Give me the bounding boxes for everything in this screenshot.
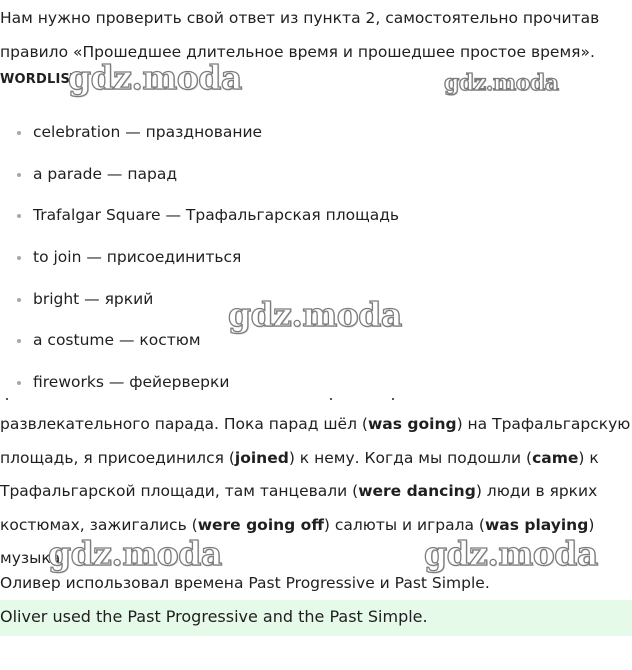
list-item: a costume — костюм — [0, 320, 399, 362]
wordlist — [0, 112, 399, 404]
wordlist-label: WORDLIST — [0, 72, 80, 87]
answer-box — [0, 600, 632, 636]
story-text: ) на Трафальгарскую площадь, я присоединился ( — [0, 415, 631, 467]
intro-paragraph — [0, 1, 632, 69]
list-item: celebration — празднование — [0, 112, 399, 154]
list-item: fireworks — фейерверки — [0, 362, 399, 404]
watermark-logo: gdz.moda — [424, 534, 598, 573]
watermark-logo: gdz.moda — [48, 534, 222, 573]
cropped-text-fragment — [0, 396, 632, 402]
verb-was-playing: was playing — [484, 515, 589, 534]
watermark-logo: gdz.moda — [444, 70, 559, 96]
story-text: развлекательного парада. Пока парад шёл ( — [0, 415, 368, 433]
verb-joined: joined — [234, 448, 289, 467]
story-text: ) к Трафальгарской площади, там танцевали ( — [0, 448, 599, 501]
verb-were-going-off: were going off — [197, 515, 324, 534]
watermark-logo: gdz.moda — [68, 58, 242, 97]
list-item: a parade — парад — [0, 154, 399, 196]
intro-line-2: правило «Прошедшее длительное время и прошедшее простое время». — [0, 43, 595, 61]
list-item: to join — присоединиться — [0, 237, 399, 279]
verb-was-going: was going — [367, 415, 457, 433]
story-text: ) к нему. Когда мы подошли ( — [288, 448, 533, 467]
answer-text: Oliver used the Past Progressive and the Past Simple. — [0, 607, 428, 626]
intro-line-1: Нам нужно проверить свой ответ из пункта 2, самостоятельно прочитав — [0, 9, 600, 27]
story-text: ) салюты и играла ( — [323, 515, 485, 534]
verb-came: came — [532, 448, 579, 467]
watermark-logo: gdz.moda — [228, 295, 402, 334]
story-text: ) люди в ярких костюмах, зажигались ( — [0, 482, 598, 534]
story-paragraph — [0, 408, 632, 576]
list-item: Trafalgar Square — Трафальгарская площадь — [0, 195, 399, 237]
tense-note: Оливер использовал времена Past Progressive и Past Simple. — [0, 574, 490, 592]
story-text: ) музыка. — [0, 515, 595, 568]
list-item: bright — яркий — [0, 279, 399, 321]
verb-were-dancing: were dancing — [358, 482, 476, 501]
